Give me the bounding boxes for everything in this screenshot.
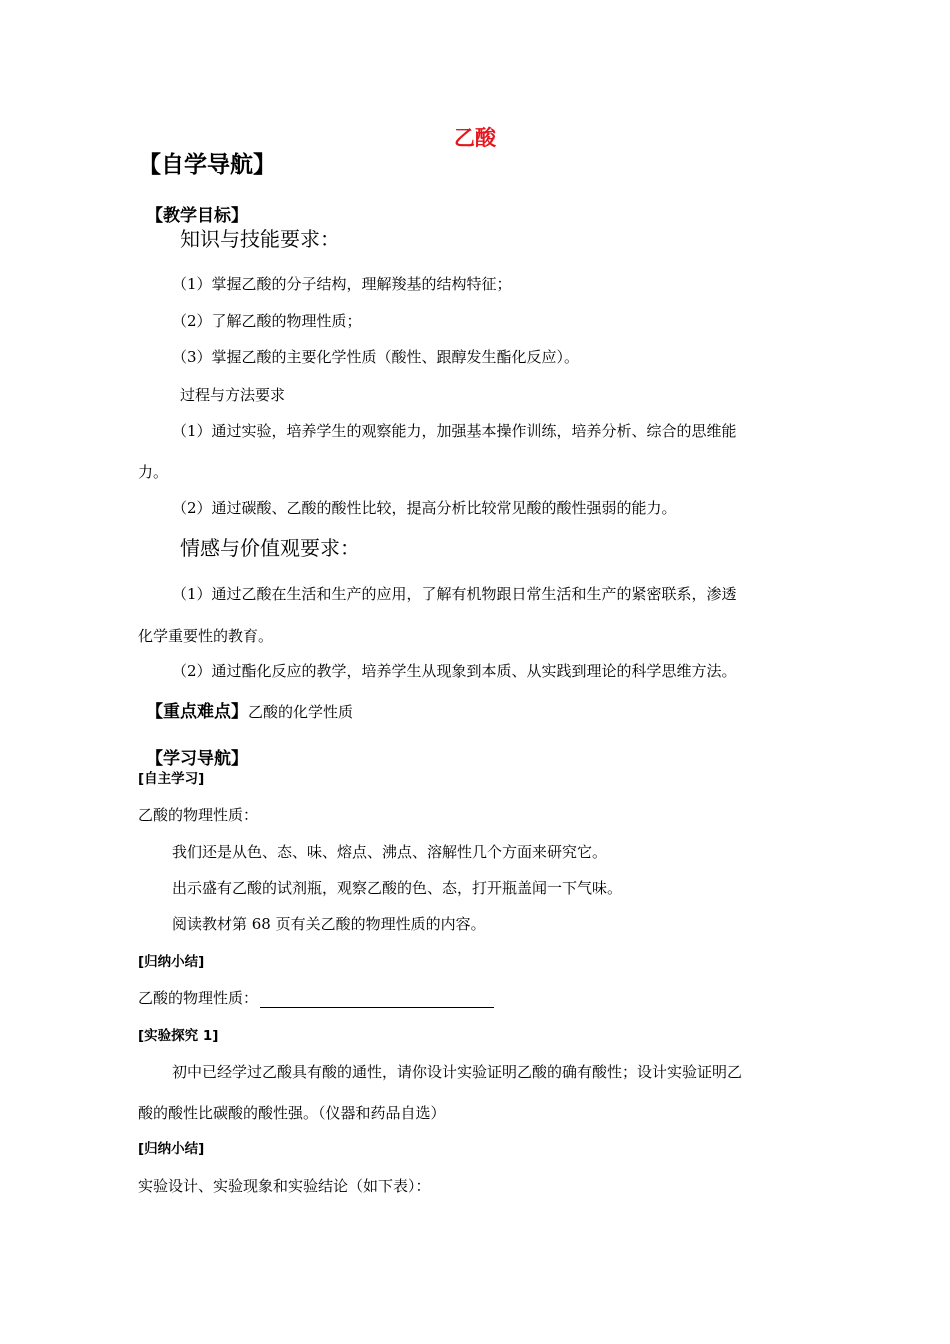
key-points (146, 697, 353, 722)
guide-heading: 【学习导航】 (146, 749, 248, 769)
knowledge-heading: 知识与技能要求： (180, 227, 340, 251)
answer-blank[interactable] (260, 991, 494, 1008)
summary-1-text: 乙酸的物理性质： (138, 989, 259, 1007)
experiment-1-line-1: 初中已经学过乙酸具有酸的通性，请你设计实验证明乙酸的确有酸性；设计实验证明乙 (172, 1063, 743, 1081)
process-item-2: （2）通过碳酸、乙酸的酸性比较，提高分析比较常见酸的酸性强弱的能力。 (172, 499, 677, 517)
knowledge-item-2: （2）了解乙酸的物理性质； (172, 312, 362, 330)
key-points-text: 乙酸的化学性质 (248, 703, 354, 721)
document-title: 乙酸 (454, 126, 496, 150)
process-item-1-line-1: （1）通过实验，培养学生的观察能力，加强基本操作训练，培养分析、综合的思维能 (172, 422, 737, 440)
self-study-line-3: 阅读教材第 68 页有关乙酸的物理性质的内容。 (172, 915, 486, 933)
self-study-line-1: 我们还是从色、态、味、熔点、沸点、溶解性几个方面来研究它。 (172, 843, 608, 861)
self-study-line-2: 出示盛有乙酸的试剂瓶，观察乙酸的色、态，打开瓶盖闻一下气味。 (172, 879, 623, 897)
process-item-1-line-2: 力。 (138, 463, 169, 481)
knowledge-item-3: （3）掌握乙酸的主要化学性质（酸性、跟醇发生酯化反应）。 (172, 348, 580, 366)
objectives-heading: 【教学目标】 (146, 206, 248, 226)
self-study-label: [自主学习] (138, 771, 205, 787)
summary-1-label: [归纳小结] (138, 954, 205, 970)
self-study-intro: 乙酸的物理性质： (138, 806, 259, 824)
experiment-1-line-2: 酸的酸性比碳酸的酸性强。（仪器和药品自选） (138, 1104, 446, 1122)
knowledge-item-1: （1）掌握乙酸的分子结构，理解羧基的结构特征； (172, 275, 512, 293)
values-item-1-line-1: （1）通过乙酸在生活和生产的应用，了解有机物跟日常生活和生产的紧密联系，渗透 (172, 585, 737, 603)
values-item-2: （2）通过酯化反应的教学，培养学生从现象到本质、从实践到理论的科学思维方法。 (172, 662, 737, 680)
section-heading-self-study-guide: 【自学导航】 (138, 152, 276, 178)
experiment-1-label: [实验探究 1] (138, 1028, 219, 1044)
summary-2-text: 实验设计、实验现象和实验结论（如下表）： (138, 1177, 431, 1195)
summary-2-label: [归纳小结] (138, 1141, 205, 1157)
values-heading: 情感与价值观要求： (180, 536, 360, 560)
process-heading: 过程与方法要求 (180, 386, 286, 404)
key-points-label: 【重点难点】 (146, 702, 248, 722)
summary-1 (138, 987, 494, 1008)
values-item-1-line-2: 化学重要性的教育。 (138, 627, 274, 645)
